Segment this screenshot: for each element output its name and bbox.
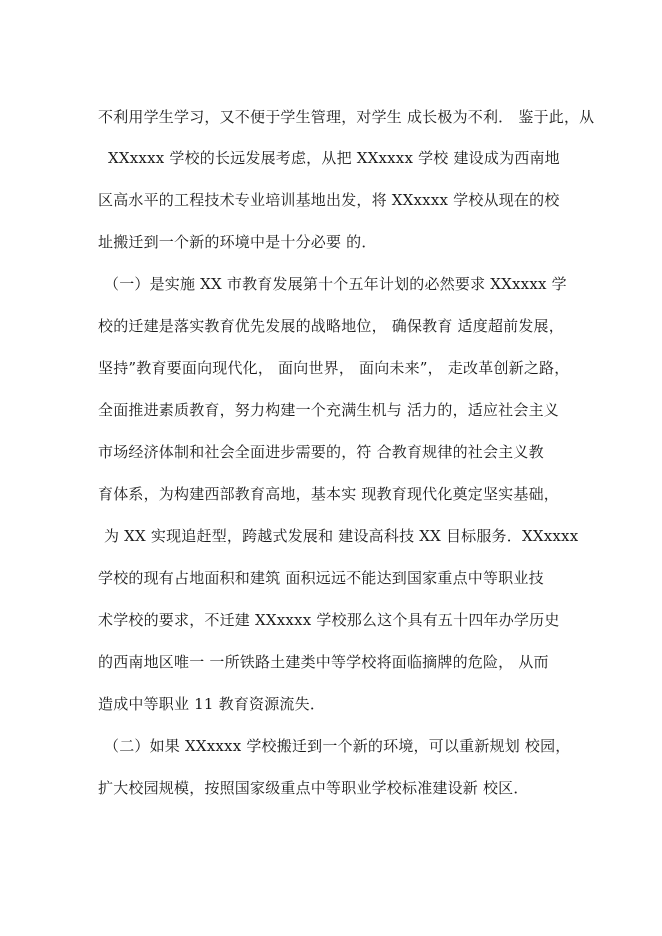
paragraph-line: 育体系，为构建西部教育高地，基本实 现教育现代化奠定坚实基础， [98,485,559,503]
paragraph-line: 术学校的要求，不迁建 XXxxxx 学校那么这个具有五十四年办学历史 [98,611,560,629]
paragraph-line: 不利用学生学习，又不便于学生管理，对学生 成长极为不利． 鉴于此，从 [98,108,595,126]
paragraph-line: 校的迁建是落实教育优先发展的战略地位， 确保教育 适度超前发展， [98,317,564,335]
paragraph-line: 市场经济体制和社会全面进步需要的，符 合教育规律的社会主义教 [98,443,544,461]
paragraph-line: 学校的现有占地面积和建筑 面积远远不能达到国家重点中等职业技 [98,569,544,587]
paragraph-line: 坚持”教育要面向现代化， 面向世界， 面向未来”， 走改革创新之路， [98,359,570,377]
paragraph-line: 造成中等职业 11 教育资源流失． [98,695,326,713]
paragraph-line: 全面推进素质教育，努力构建一个充满生机与 活力的，适应社会主义 [98,401,559,419]
paragraph-line: 为 XX 实现追赶型，跨越式发展和 建设高科技 XX 目标服务．XXxxxx [104,527,579,545]
paragraph-line: 扩大校园规模，按照国家级重点中等职业学校标准建设新 校区． [98,779,529,797]
paragraph-line: （二）如果 XXxxxx 学校搬迁到一个新的环境，可以重新规划 校园， [104,737,571,755]
paragraph-line: 区高水平的工程技术专业培训基地出发，将 XXxxxx 学校从现在的校 [98,191,560,209]
paragraph-line: 的西南地区唯一 一所铁路土建类中等学校将面临摘牌的危险， 从而 [98,653,549,671]
paragraph-line: （一）是实施 XX 市教育发展第十个五年计划的必然要求 XXxxxx 学 [104,275,567,293]
paragraph-line: XXxxxx 学校的长远发展考虑，从把 XXxxxx 学校 建设成为西南地 [108,149,560,167]
paragraph-line: 址搬迁到一个新的环境中是十分必要 的． [98,233,377,251]
